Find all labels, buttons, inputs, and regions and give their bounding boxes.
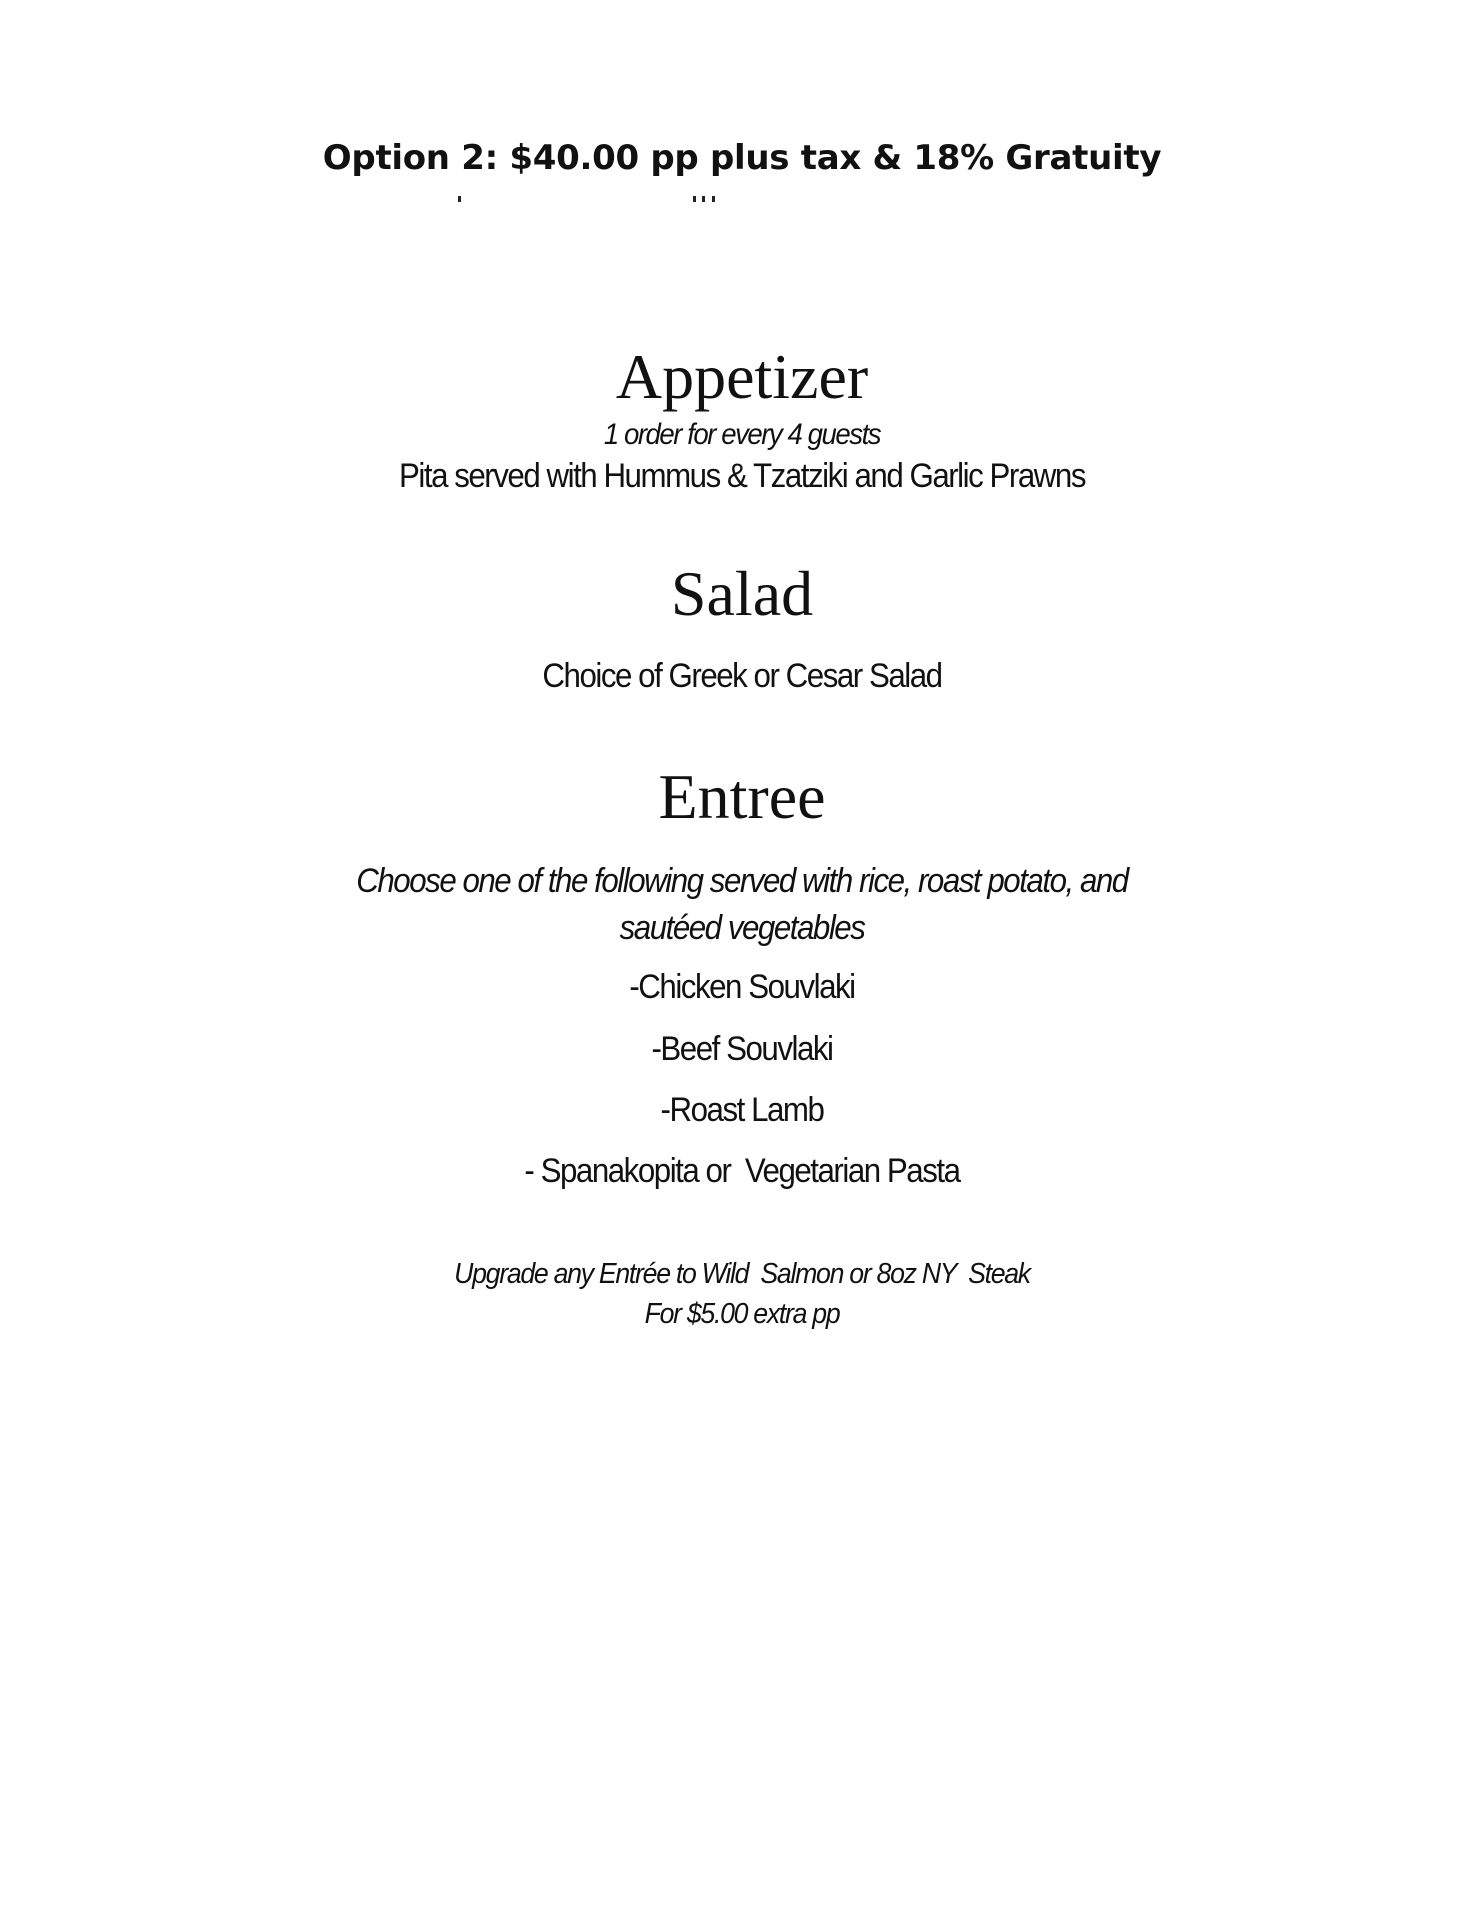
appetizer-note: 1 order for every 4 guests xyxy=(603,418,881,451)
upgrade-line1: Upgrade any Entrée to Wild Salmon or 8oz NY Steak xyxy=(454,1258,1030,1290)
entree-heading: Entree xyxy=(658,761,826,832)
salad-heading: Salad xyxy=(670,558,814,629)
entree-option-chicken-souvlaki: -Chicken Souvlaki xyxy=(629,968,855,1006)
appetizer-description: Pita served with Hummus & Tzatziki and Garlic Prawns xyxy=(398,457,1086,495)
entree-option-beef-souvlaki: -Beef Souvlaki xyxy=(651,1030,833,1068)
entree-option-roast-lamb: -Roast Lamb xyxy=(660,1091,824,1129)
entree-instruction-line1: Choose one of the following served with rice, roast potato, and xyxy=(356,862,1128,900)
option-price-header: Option 2: $40.00 pp plus tax & 18% Gratuity xyxy=(322,138,1162,178)
header-residue-mark xyxy=(712,196,715,202)
header-residue-mark xyxy=(458,196,461,202)
entree-instruction-line2: sautéed vegetables xyxy=(619,909,865,947)
upgrade-line2: For $5.00 extra pp xyxy=(644,1298,840,1330)
appetizer-heading: Appetizer xyxy=(615,341,869,412)
salad-description: Choice of Greek or Cesar Salad xyxy=(542,657,942,695)
header-residue-mark xyxy=(693,196,696,202)
header-residue-mark xyxy=(702,196,705,202)
entree-option-spanakopita-or-pasta: - Spanakopita or Vegetarian Pasta xyxy=(524,1152,960,1190)
